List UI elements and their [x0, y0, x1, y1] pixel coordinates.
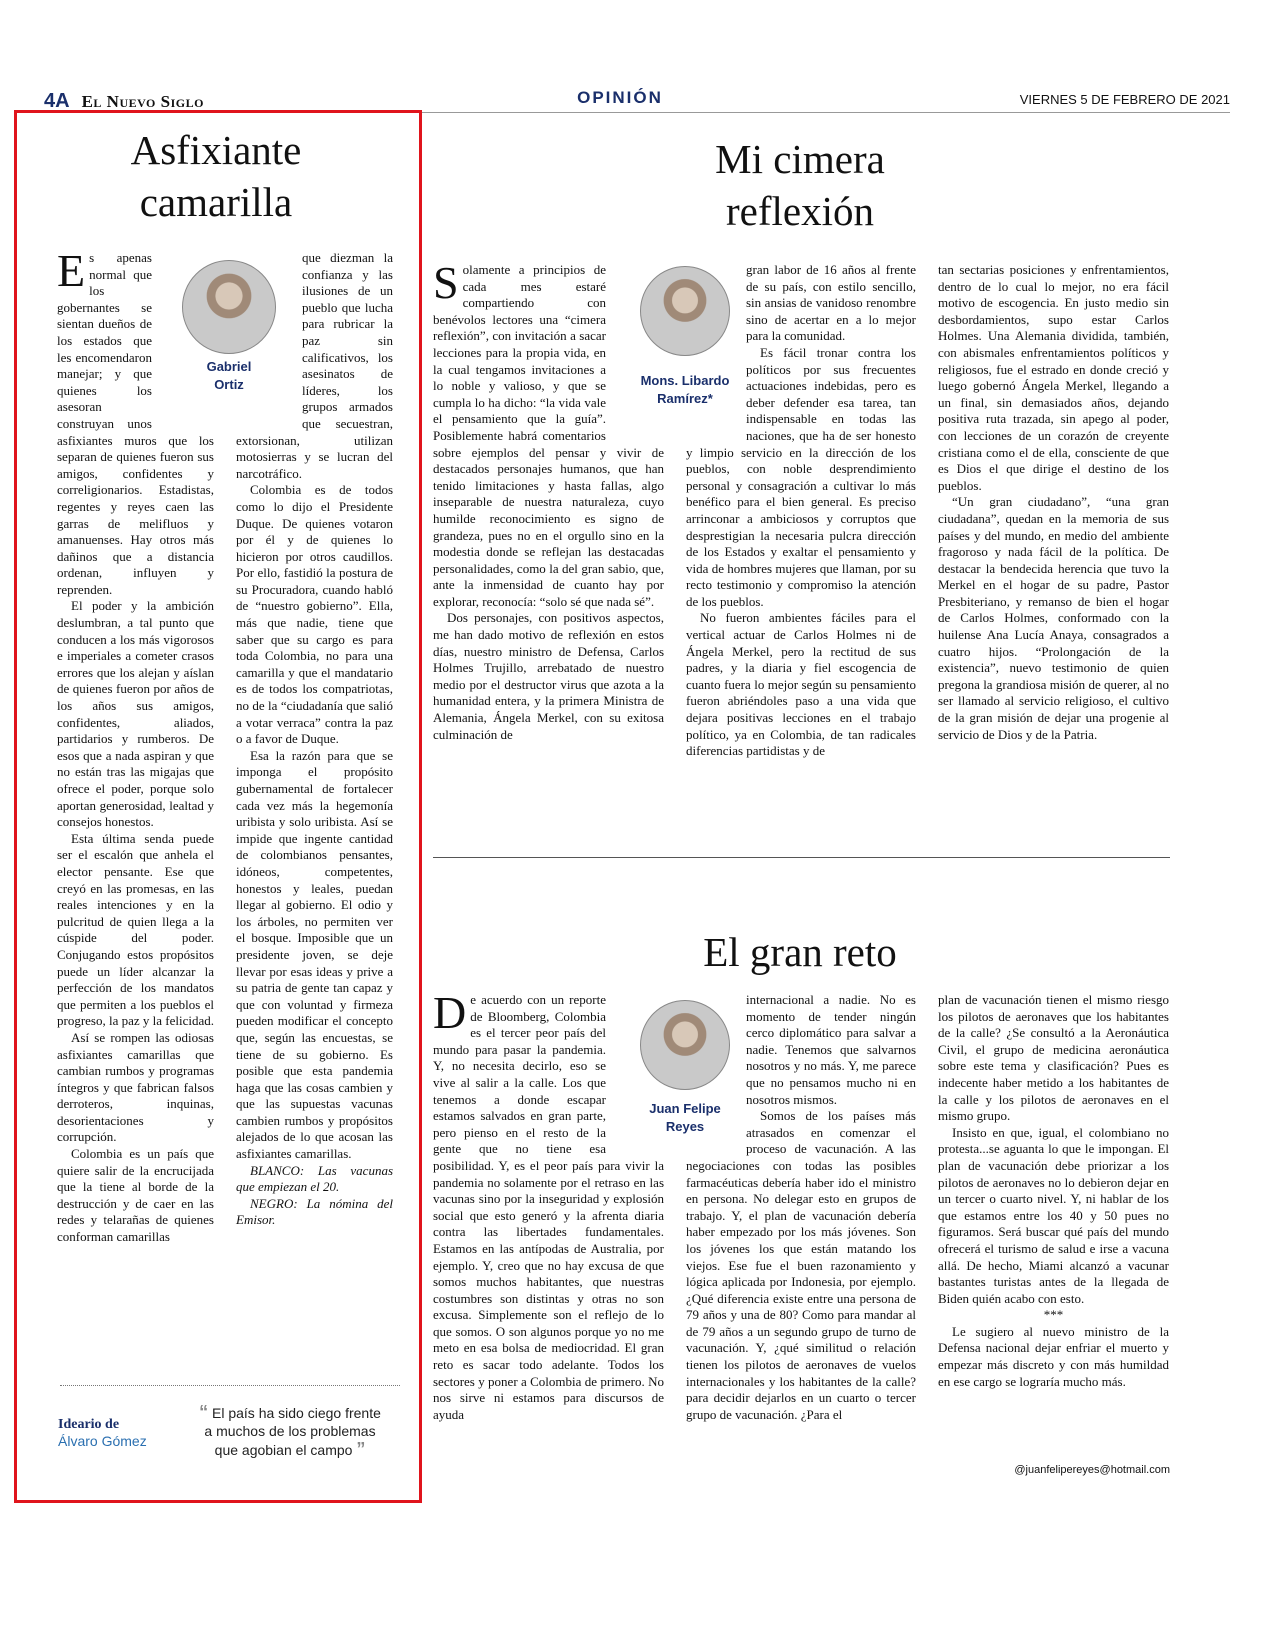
ideario-quote-text: El país ha sido ciego frente a muchos de los problemas que agobian el campo: [204, 1405, 381, 1458]
article1-negro-note: NEGRO: La nómina del Emisor.: [236, 1195, 393, 1228]
article3-column-1: [433, 987, 664, 1423]
article1-author-line2: Ortiz: [214, 377, 244, 392]
article2-title: [600, 133, 1000, 237]
article1-paragraph: Esa la razón para que se imponga el propósito gubernamental de fortalecer cada vez más la hegemonía uribista y solo uribista. Así se impide que ingente cantidad de colombianos pensantes, idóneos, competentes, honestos y leales, puedan llegar al gobierno. El odio y los árboles, no permiten ver el bosque. Imposible que un presidente joven, se deje llevar por esas ideas y prive a su patria de gente tan capaz y que con voluntad y firmeza pueden modificar el concepto que, según las encuestas, se tiene de su gobierno. Es posible que esta pandemia haga que las cosas cambien y que las supuestas vacunas cambien rumbos y propósitos alejados de lo que acosan las asfixiantes camarillas.: [236, 747, 393, 1162]
quote-open-icon: “: [199, 1402, 209, 1422]
article1-author-line1: Gabriel: [206, 359, 252, 374]
ideario-quote: [195, 1403, 385, 1459]
article2-author-line1: Mons. Libardo: [640, 373, 730, 388]
article1-blanco-note: BLANCO: Las vacunas que empiezan el 20.: [236, 1162, 393, 1195]
photo-wrap-space: [686, 992, 746, 1147]
article1-column-2: [236, 250, 393, 1229]
article2-title-line1: Mi cimera: [715, 136, 885, 182]
photo-wrap-space: [606, 992, 664, 1147]
article2-column-1: [433, 257, 664, 743]
newspaper-name: El Nuevo Siglo: [81, 92, 204, 111]
article3-title: El gran reto: [703, 929, 897, 975]
article2-column-2: [686, 262, 916, 760]
article2-paragraph: tan sectarias posiciones y enfrentamientos, dentro de lo cual lo mejor, no era fácil motivo de escogencia. En justo medio sin desbordamientos, supo estar Carlos Holmes. Una Alemania dividida, también, con abismales enfrentamientos políticos y religiosos, fue el estrado en donde creció y luego gobernó Ángela Merkel, llegando a un final, sin demasiados años, dejando positiva ruta trazada, sin apego al poder, con lecciones de un corazón de creyente cristiana como el de ella, consciente de que es Dios el que dirige el destino de los pueblos.: [938, 262, 1169, 493]
article2-title-line2: reflexión: [726, 188, 874, 234]
article3-paragraph: Insisto en que, igual, el colombiano no protesta...se aguanta lo que le impongan. El plan de vacunación debe priorizar a los pilotos de aeronaves no lo debieron dejar en un tercer o cuarto nivel. Y, ni hablar de los que estamos entre los 40 y 50 pues no figuramos. Será buscar qué país del mundo ofrecerá el turismo de salud e irse a vacuna allá. De hecho, Miami alcanzó a vacunar bastantes turistas antes de la llegada de Biden quién acabo con esto.: [938, 1124, 1169, 1306]
article3-paragraph: internacional a nadie. No es momento de tender ningún cerco diplomático para salvar a nadie. Tenemos que salvarnos nosotros y no más. Y, me parece que no pensamos mucho ni en nosotros mismos.: [746, 992, 916, 1107]
article1-paragraph: El poder y la ambición deslumbran, a tal punto que conducen a los más vigorosos e imperiales a cometer crasos errores que los alejan y aíslan de quienes fueron por años de los años sus amigos, confidentes, aliados, partidarios y rumberos. De esos que a nada aspiran y que no están tras las migajas que ofrece el poder, porque solo aportan generosidad, lealtad y consejos honestos.: [57, 598, 214, 830]
photo-wrap-space: [236, 250, 302, 416]
page-number: 4A: [44, 90, 70, 112]
article1-title: [30, 124, 402, 228]
ideario-label-line1: Ideario de: [58, 1417, 120, 1432]
paragraph-text: e acuerdo con un reporte de Bloomberg, Colombia es el tercer peor país del mundo para pasar la pandemia. Y, no necesita decirlo, eso se vive al salir a la calle. Los que tenemos a donde escapar estamos salvados en gran parte, pero pienso en el resto de la gente que no tiene esa posibilidad. Y, es el peor país para vivir la pandemia no solamente por el retraso en las vacunas sino por la inseguridad y explosión social que esto generó y la afrenta diaria contra las libertades fundamentales. Estamos en las antípodas de Australia, por ejemplo. Y, creo que no hay excusa de que somos muchos habitantes, que nuestras costumbres son distintas y otras no son excusa. Simplemente son el reflejo de lo que somos. O son algunos porque yo no me meto en esa bolsa de mediocridad. El gran reto es sacar todo adelante. Todos los sectores y poner a Colombia de primero. No nos sirve ni estamos para discursos de ayuda: [433, 992, 664, 1422]
issue-date: VIERNES 5 DE FEBRERO DE 2021: [1019, 92, 1230, 107]
drop-cap: D: [433, 987, 467, 1038]
article1-column-1: [57, 245, 215, 1246]
article1-paragraph: Así se rompen las odiosas asfixiantes camarillas que cambian rumbos y programas íntegros y que fabrican falsos derroteros, inquinas, desorientaciones y corrupción.: [57, 1029, 214, 1145]
article2-paragraph: “Un gran ciudadano”, “una gran ciudadana”, quedan en la memoria de sus países y del mundo, en medio del ambiente fragoroso y nada fácil de la política. De destacar la bendecida herencia que tuvo la Merkel en el hogar de su padre, Pastor Presbiteriano, y remanso de bien el hogar de Carlos Holmes, conformado con la huilense Ana Lucía Anaya, consagrados a cuatro hijos. “Prolongación de la existencia”, nuevo testimonio de quien pregona la grandiosa misión de querer, al no ser llamado al servicio religioso, el cultivo de la gran misión de dejar una progenie al servicio de Dios y de la Patria.: [938, 494, 1169, 742]
ideario-label-line2: Álvaro Gómez: [58, 1433, 147, 1449]
article2-paragraph: No fueron ambientes fáciles para el vertical actuar de Carlos Holmes ni de Ángela Merkel, pero la rectitud de sus padres, y la diaria y fiel escogencia de cuanto fuera lo mejor según su pensamiento fueron abriéndoles paso a una vida que dejara positivas lecciones en el trabajo político, ya en Colombia, de tan radicales diferencias partidistas y de: [686, 610, 916, 759]
photo-wrap-space: [606, 262, 664, 442]
article2-paragraph: gran labor de 16 años al frente de su país, con estilo sencillo, sin ansias de vanidoso renombre sino de acertar en a lo mejor para la comunidad.: [746, 262, 916, 344]
paragraph-text: s apenas normal que los gobernantes se sientan dueños de los estados que les encomendaron manejar; y que quienes los asesoran construyan unos asfixiantes muros que los separan de quienes fueron sus amigos, confidentes y correligionarios. Estadistas, regentes y reyes caen las garras de melifluos y amanuenses. Hay otros más dañinos que a distancia ordenan, influyen y reprenden.: [57, 250, 214, 597]
drop-cap: S: [433, 257, 459, 308]
article1-paragraph: Colombia es de todos como lo dijo el Presidente Duque. De quienes votaron por él y de quienes lo hicieron por otros caudillos. Por ello, fastidió la postura de su Procuradora, cuando habló de “nuestro gobierno”. Ella, más que nadie, tiene que saber que su cargo es para toda Colombia, no para una camarilla y que el mandatario es de todos los compatriotas, no de la “ciudadanía que salió a votar verraca” contra la paz o a favor de Duque.: [236, 482, 393, 747]
article-divider: [433, 857, 1170, 858]
photo-wrap-space: [152, 250, 214, 416]
article1-title-line2: camarilla: [139, 179, 293, 225]
drop-cap: E: [57, 245, 86, 296]
article1-paragraph: Esta última senda puede ser el escalón que anhela el elector pensante. Ese que creyó en las promesas, en las reales intenciones y en la pulcritud de quien llega a la cúspide del poder. Conjugando estos propósitos puede un líder alcanzar la perfección de los mandatos que permiten a los pueblos el progreso, la paz y la felicidad.: [57, 830, 215, 1029]
quote-close-icon: ”: [356, 1439, 366, 1459]
ideario-divider: [60, 1385, 400, 1386]
article1-paragraph: que diezman la confianza y las ilusiones de un pueblo que lucha para rubricar la paz sin calificativos, los asesinatos de líderes, los grupos armados que secuestran, extorsionan, utilizan motosierras y se lucran del narcotráfico.: [236, 250, 393, 481]
article3-author-line1: Juan Felipe: [649, 1101, 721, 1116]
article2-paragraph: Dos personajes, con positivos aspectos, me han dado motivo de reflexión en estos días, nuestro ministro de Defensa, Carlos Holmes Trujillo, arrebatado de nuestro medio por el destructor virus que azota a la humanidad entera, y la primera Ministra de Alemania, Ángela Merkel, con su exitosa culminación de: [433, 610, 664, 742]
article1-title-line1: Asfixiante: [130, 127, 302, 173]
article3-column-3: [938, 992, 1169, 1390]
article2-column-3: [938, 262, 1169, 743]
paragraph-text: olamente a principios de cada mes estaré compartiendo con benévolos lectores una “cimera reflexión”, con invitación a sacar lecciones para la propia vida, en la cual tengamos invitaciones a lo noble y valioso, y que se cumpla lo ha dicho: “la vida vale el pensamiento que la guía”. Posiblemente habrá comentarios sobre ejemplos del pensar y vivir de destacados personajes humanos, que han tenido limitaciones y hasta fallas, algo inseparable de nuestra naturaleza, cuyo humilde reconocimiento es signo de grandeza, pues no en el orgullo sino en la modestia donde se reflejan las destacadas personalidades, como la del gran sabio, que, ante la inmensidad de cuanto hay por explorar, reconocía: “solo sé que nada sé”.: [433, 262, 664, 609]
article3-paragraph: Somos de los países más atrasados en comenzar el proceso de vacunación. A las negociaciones con todas las posibles farmacéuticas debería haber ido el ministro en persona. No delegar esto en grupos de trabajo. Y, el plan de vacunación debería haber empezado por los más jóvenes. Son los jóvenes los que están matando los viejos. Ese fue el buen razonamiento y lógica aplicada por Indonesia, por ejemplo. ¿Qué diferencia existe entre una persona de 79 años y una de 80? Como para mandar al de 79 años a un segundo grupo de turno de vacunación. Y, ¿qué similitud o relación tienen los pilotos de aeronaves de vuelos internacionales y los habitantes de la calle? para decidir dejarlos en un cuarto o tercer grupo de vacunación. ¿Para el: [686, 1108, 916, 1422]
section-name: OPINIÓN: [577, 88, 663, 107]
photo-wrap-space: [686, 262, 746, 442]
article1-paragraph: Colombia es un país que quiere salir de la encrucijada que la tiene al borde de la destrucción y de caer en las redes y telarañas de quienes conforman camarillas: [57, 1146, 214, 1245]
author-email[interactable]: @juanfelipereyes@hotmail.com: [1014, 1464, 1170, 1476]
ideario-label: [58, 1417, 178, 1449]
article2-author-line2: Ramírez*: [657, 391, 713, 406]
article3-paragraph: plan de vacunación tienen el mismo riesgo los pilotos de aeronaves que los habitantes de la calle? ¿Se consultó a la Aeronáutica Civil, el grupo de medicina aeronáutica sobre este tema y clasificación? Pues es indecente haber metido a los habitantes de la calle y los pilotos de aeronaves en el mismo grupo.: [938, 992, 1169, 1124]
article3-paragraph: Le sugiero al nuevo ministro de la Defensa nacional dejar enfriar el muerto y empezar más discreto y con más humildad en ese cargo se lograría mucho más.: [938, 1323, 1169, 1389]
section-separator: ***: [1043, 1307, 1064, 1323]
article3-column-2: [686, 992, 916, 1423]
article3-author-line2: Reyes: [665, 1119, 705, 1134]
article2-paragraph: Es fácil tronar contra los políticos por sus frecuentes actuaciones indebidas, pero es deber defender esa tarea, tan indispensable en todas las naciones, que ha de ser honesto y limpio servicio en la dirección de los pueblos, con noble desprendimiento personal y consagración a cultivar lo más benéfico para el bien general. Es preciso arrinconar a ambiciosos y corruptos que desprestigian la necesaria pulcra dirección de los Estados y exaltar el pensamiento y vida de hombres mujeres que llaman, por su recto testimonio y compromiso la atención de los pueblos.: [686, 344, 916, 609]
